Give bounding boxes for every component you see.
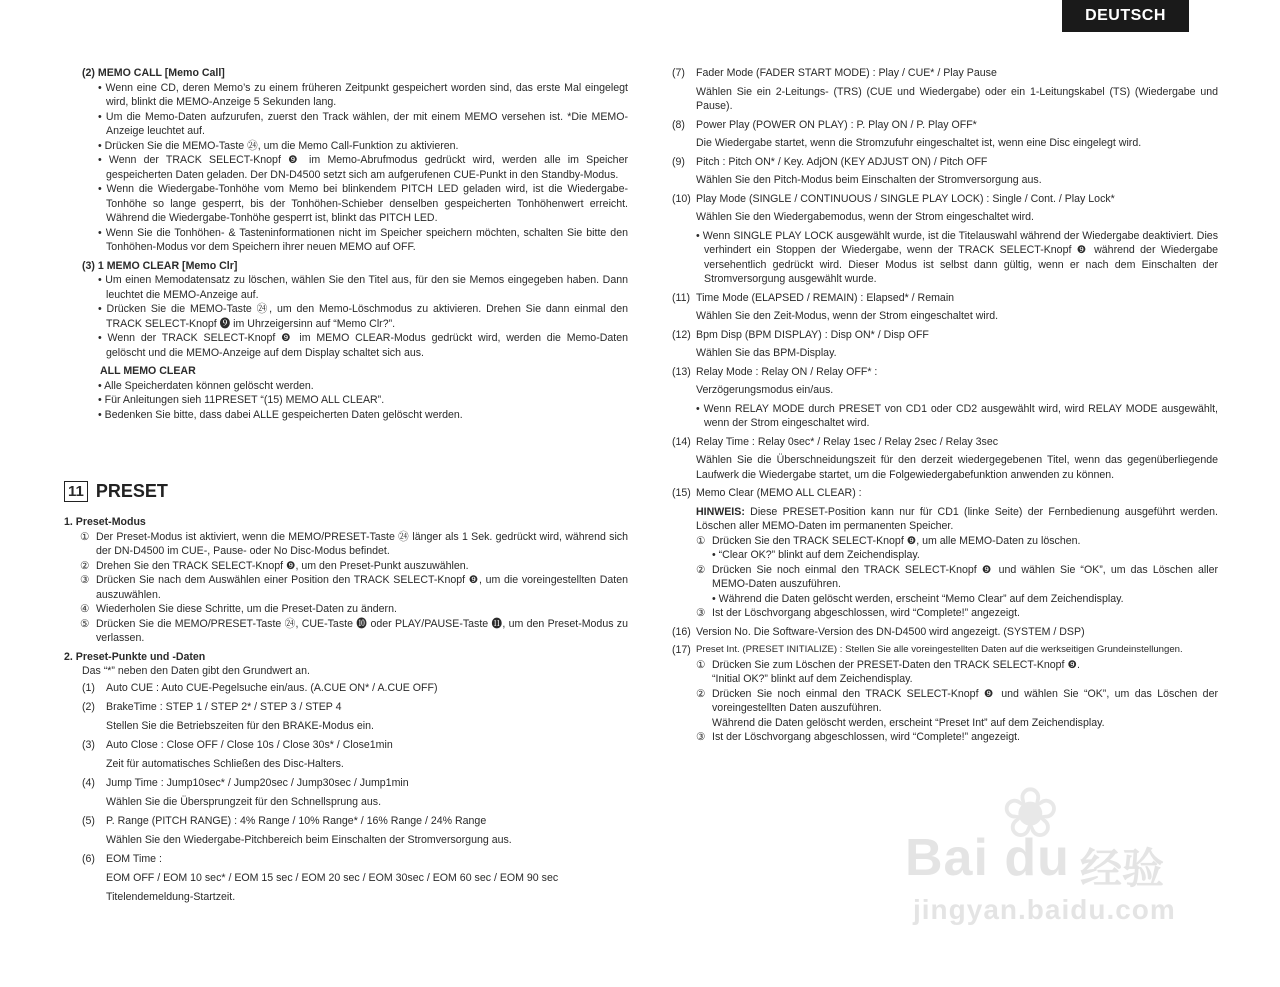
preset-item: (4) Jump Time : Jump10sec* / Jump20sec / Jump30sec / Jump1min <box>82 776 409 789</box>
memo-clear-step: ① Drücken Sie den TRACK SELECT-Knopf ❾, um alle MEMO-Daten zu löschen. <box>696 534 1081 547</box>
baidu-watermark <box>905 774 1205 938</box>
preset-item-desc: Wählen Sie den Pitch-Modus beim Einschalten der Stromversorgung aus. <box>696 174 1042 186</box>
preset-step: ④ Wiederholen Sie diese Schritte, um die Preset-Daten zu ändern. <box>80 603 397 615</box>
preset-init-step: ② Drücken Sie noch einmal den TRACK SELECT-Knopf ❾ und wählen Sie “OK”, um das Löschen der voreingestellten Daten auszuführen. <box>696 687 1218 714</box>
preset-item-desc: Wählen Sie die Überschneidungszeit für den derzeit wiedergegebenen Titel, wenn das gegenüberliegende Laufwerk die Wiedergabe startet, um die Folgewiedergabefunktion anwenden zu können. <box>696 454 1218 481</box>
preset-step: ⑤ Drücken Sie die MEMO/PRESET-Taste ㉔, CUE-Taste ❿ oder PLAY/PAUSE-Taste ⓫, um den Preset-Modus zu verlassen. <box>80 617 628 644</box>
preset-section-header <box>64 481 168 502</box>
preset-item: (7) Fader Mode (FADER START MODE) : Play / CUE* / Play Pause <box>672 67 997 79</box>
preset-item-bullet: • Wenn SINGLE PLAY LOCK ausgewählt wurde, ist die Titelauswahl während der Wiedergabe deaktiviert. Dies verhindert ein Stoppen der Wiedergabe, wenn der TRACK SELECT-Knopf ❾ während der Wiedergabe versehentlich gedrückt wird. Dieser Modus ist selbst dann gültig, wenn er nach dem Einschalten der Stromversorgung ausgewählt wurde. <box>696 229 1218 285</box>
preset-item-desc: Wählen Sie den Zeit-Modus, wenn der Strom eingeschaltet wird. <box>696 310 999 322</box>
memo-clear-heading: (3) 1 MEMO CLEAR [Memo Clr] <box>82 259 238 272</box>
preset-item-desc: Titelendemeldung-Startzeit. <box>106 890 236 903</box>
preset-item: (1) Auto CUE : Auto CUE-Pegelsuche ein/aus. (A.CUE ON* / A.CUE OFF) <box>82 681 438 694</box>
memo-clear-step-bullet: • “Clear OK?” blinkt auf dem Zeichendisplay. <box>712 549 920 561</box>
preset-item-desc: Stellen Sie die Betriebszeiten für den BRAKE-Modus ein. <box>106 719 374 732</box>
preset-item: (15) Memo Clear (MEMO ALL CLEAR) : <box>672 487 862 499</box>
preset-item: (6) EOM Time : <box>82 852 162 865</box>
preset-item: (12) Bpm Disp (BPM DISPLAY) : Disp ON* / Disp OFF <box>672 328 929 341</box>
memo-clear-step: ③ Ist der Löschvorgang abgeschlossen, wird “Complete!” angezeigt. <box>696 607 1020 619</box>
right-column <box>672 66 1218 745</box>
default-note: Das “*” neben den Daten gibt den Grundwert an. <box>82 665 310 677</box>
preset-item: (3) Auto Close : Close OFF / Close 10s / Close 30s* / Close1min <box>82 738 393 751</box>
watermark-brand: Bai du <box>905 829 1070 887</box>
memo-call-bullet: • Drücken Sie die MEMO-Taste ㉔, um die Memo Call-Funktion zu aktivieren. <box>98 139 459 152</box>
preset-item: (13) Relay Mode : Relay ON / Relay OFF* : <box>672 365 878 378</box>
preset-init-step-desc: “Initial OK?” blinkt auf dem Zeichendisplay. <box>712 673 913 685</box>
memo-call-heading: (2) MEMO CALL [Memo Call] <box>82 67 225 79</box>
preset-init-step: ③ Ist der Löschvorgang abgeschlossen, wird “Complete!” angezeigt. <box>696 731 1020 743</box>
memo-call-bullet: • Wenn die Wiedergabe-Tonhöhe vom Memo bei blinkendem PITCH LED geladen wird, ist die Wiedergabe-Tonhöhe so lange gesperrt, bis der Tonhöhen-Schieber denselben gespeicherten Tonhöhenwert erreicht. Während die Wiedergabe-Tonhöhe gesperrt ist, blinkt das PITCH LED. <box>98 183 628 224</box>
preset-item-desc: Wählen Sie die Übersprungzeit für den Schnellsprung aus. <box>106 795 382 808</box>
memo-call-bullet: • Wenn Sie die Tonhöhen- & Tasteninformationen nicht im Speicher speichern möchten, schalten Sie bitte den Tonhöhen-Modus vor dem Speichern ihrer neuen MEMO auf OFF. <box>98 226 628 253</box>
preset-init-step-desc: Während die Daten gelöscht werden, erscheint “Preset Int” auf dem Zeichendisplay. <box>712 716 1105 729</box>
preset-item: (8) Power Play (POWER ON PLAY) : P. Play ON / P. Play OFF* <box>672 118 977 131</box>
preset-item-desc: EOM OFF / EOM 10 sec* / EOM 15 sec / EOM 20 sec / EOM 30sec / EOM 60 sec / EOM 90 sec <box>106 871 559 884</box>
memo-clear-bullet: • Drücken Sie die MEMO-Taste ㉔, um den Memo-Löschmodus zu aktivieren. Drehen Sie dann einmal den TRACK SELECT-Knopf ❾ im Uhrzeigersinn auf “Memo Clr?”. <box>98 303 628 330</box>
preset-step: ① Der Preset-Modus ist aktiviert, wenn die MEMO/PRESET-Taste ㉔ länger als 1 Sek. gedrückt wird, während sich der DN-D4500 im CUE-, Pause- oder No Disc-Modus befindet. <box>80 530 628 557</box>
preset-item: (10) Play Mode (SINGLE / CONTINUOUS / SINGLE PLAY LOCK) : Single / Cont. / Play Lock* <box>672 192 1115 205</box>
preset-init-step: ① Drücken Sie zum Löschen der PRESET-Daten den TRACK SELECT-Knopf ❾. <box>696 658 1080 671</box>
all-clear-bullet: • Bedenken Sie bitte, dass dabei ALLE gespeicherten Daten gelöscht werden. <box>98 408 463 421</box>
all-memo-clear-heading: ALL MEMO CLEAR <box>100 365 196 377</box>
preset-item-desc: Wählen Sie den Wiedergabe-Pitchbereich beim Einschalten der Stromversorgung aus. <box>106 833 512 846</box>
version-item: (16) Version No. Die Software-Version des DN-D4500 wird angezeigt. (SYSTEM / DSP) <box>672 625 1085 638</box>
preset-item: (9) Pitch : Pitch ON* / Key. AdjON (KEY ADJUST ON) / Pitch OFF <box>672 155 988 168</box>
all-clear-bullet: • Für Anleitungen sieh 11PRESET “(15) MEMO ALL CLEAR”. <box>98 394 385 406</box>
preset-points-heading: 2. Preset-Punkte und -Daten <box>64 650 206 663</box>
preset-item-desc: Verzögerungsmodus ein/aus. <box>696 384 834 396</box>
memo-call-bullet: • Wenn der TRACK SELECT-Knopf ❾ im Memo-Abrufmodus gedrückt wird, werden alle im Speicher gespeicherten Daten geladen. Der DN-D4500 setzt sich am aufgerufenen CUE-Punkt in den Standby-Modus. <box>98 154 628 181</box>
memo-clear-step-bullet: • Während die Daten gelöscht werden, erscheint “Memo Clear” auf dem Zeichendisplay. <box>712 592 1124 605</box>
hinweis-label: HINWEIS: <box>696 505 745 518</box>
preset-step: ② Drehen Sie den TRACK SELECT-Knopf ❾, um den Preset-Punkt auszuwählen. <box>80 559 469 572</box>
preset-item-desc: Zeit für automatisches Schließen des Disc-Halters. <box>106 757 344 770</box>
preset-item-desc: Die Wiedergabe startet, wenn die Stromzufuhr eingeschaltet ist, wenn eine Disc eingelegt wird. <box>696 137 1142 149</box>
watermark-url: jingyan.baidu.com <box>913 894 1176 925</box>
hinweis-note <box>672 505 1218 534</box>
watermark-cn: 经验 <box>1080 845 1165 892</box>
section-number: 11 <box>64 481 88 502</box>
memo-clear-bullet: • Wenn der TRACK SELECT-Knopf ❾ im MEMO CLEAR-Modus gedrückt wird, werden die Memo-Daten gelöscht und die MEMO-Anzeige auf dem Display schaltet sich aus. <box>98 332 628 359</box>
preset-init-item: (17) Preset Int. (PRESET INITIALIZE) : Stellen Sie alle voreingestellten Daten auf die werkseitigen Grundeinstellungen. <box>672 644 1183 656</box>
language-tab: DEUTSCH <box>1062 0 1189 32</box>
preset-item-desc: Wählen Sie den Wiedergabemodus, wenn der Strom eingeschaltet wird. <box>696 211 1035 223</box>
preset-item-desc: Wählen Sie das BPM-Display. <box>696 347 837 359</box>
memo-call-bullet: • Um die Memo-Daten aufzurufen, zuerst den Track wählen, der mit einem MEMO versehen ist. *Die MEMO-Anzeige leuchtet auf. <box>98 110 628 137</box>
preset-step: ③ Drücken Sie nach dem Auswählen einer Position den TRACK SELECT-Knopf ❾, um die voreingestellten Daten auszuwählen. <box>80 574 628 601</box>
hinweis-text: Diese PRESET-Position kann nur für CD1 (linke Seite) der Fernbedienung ausgeführt werden. Löschen aller MEMO-Daten im permanenten Speicher. <box>696 505 1218 532</box>
all-clear-bullet: • Alle Speicherdaten können gelöscht werden. <box>98 379 314 392</box>
paw-icon: ❀ <box>1001 774 1060 852</box>
memo-clear-step: ② Drücken Sie noch einmal den TRACK SELECT-Knopf ❾ und wählen Sie “OK”, um das Löschen aller MEMO-Daten auszuführen. <box>696 563 1218 590</box>
preset-item: (11) Time Mode (ELAPSED / REMAIN) : Elapsed* / Remain <box>672 291 955 304</box>
preset-content <box>64 515 628 907</box>
preset-item: (2) BrakeTime : STEP 1 / STEP 2* / STEP 3 / STEP 4 <box>82 700 342 713</box>
left-column <box>82 66 628 422</box>
preset-mode-heading: 1. Preset-Modus <box>64 516 146 528</box>
preset-item-bullet: • Wenn RELAY MODE durch PRESET von CD1 oder CD2 ausgewählt wird, wird RELAY MODE ausgewählt, wenn der Strom eingeschaltet wird. <box>696 402 1218 429</box>
section-title: PRESET <box>95 481 168 501</box>
memo-call-bullet: • Wenn eine CD, deren Memo’s zu einem früheren Zeitpunkt gespeichert worden sind, das erste Mal eingelegt wird, blinkt die MEMO-Anzeige 5 Sekunden lang. <box>98 81 628 108</box>
memo-clear-bullet: • Um einen Memodatensatz zu löschen, wählen Sie den Titel aus, für den sie Memos eingegeben haben. Dann leuchtet die MEMO-Anzeige auf. <box>98 274 628 301</box>
preset-item-desc: Wählen Sie ein 2-Leitungs- (TRS) (CUE und Wiedergabe) oder ein 1-Leitungskabel (TS) (Wiedergabe und Pause). <box>696 85 1218 112</box>
preset-item: (5) P. Range (PITCH RANGE) : 4% Range / 10% Range* / 16% Range / 24% Range <box>82 814 487 827</box>
preset-item: (14) Relay Time : Relay 0sec* / Relay 1sec / Relay 2sec / Relay 3sec <box>672 435 999 448</box>
